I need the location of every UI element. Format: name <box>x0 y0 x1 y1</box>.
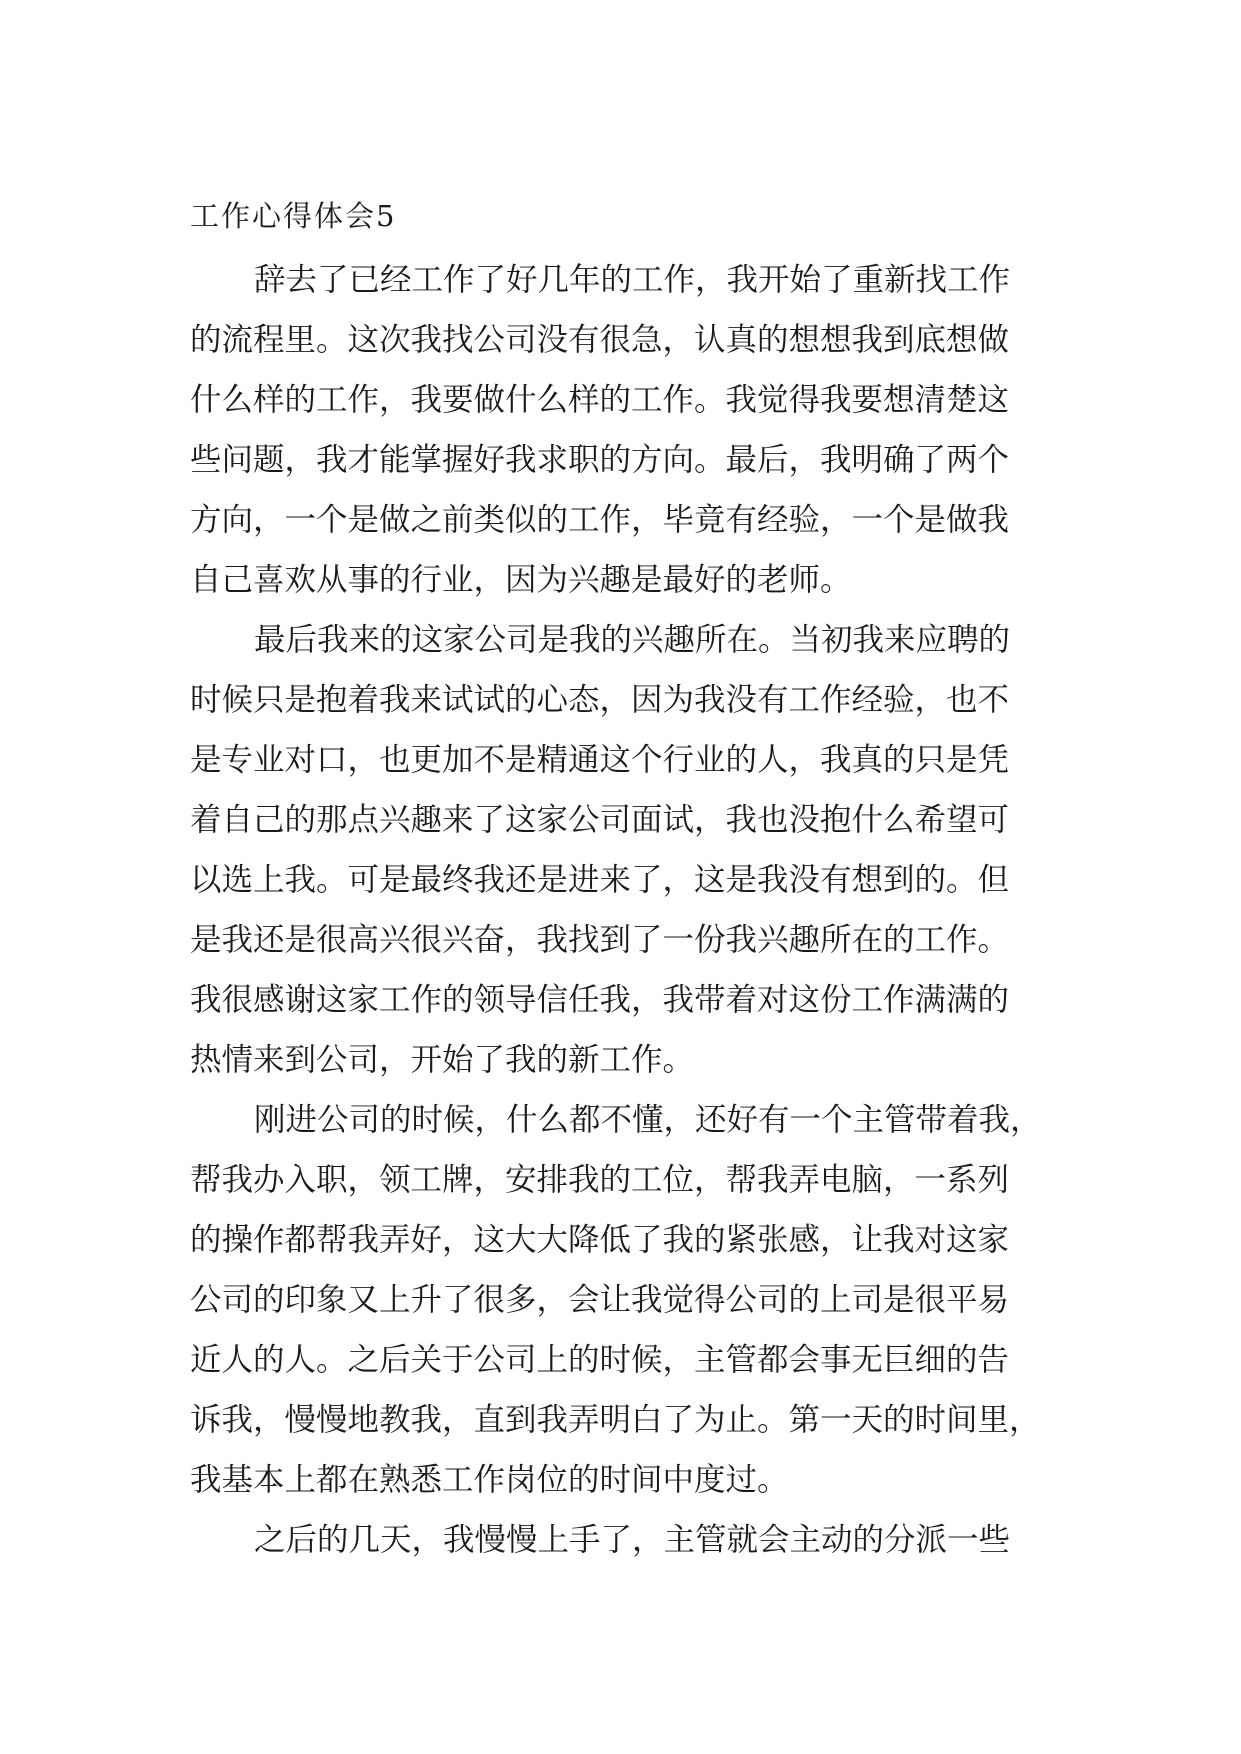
text-line: 的操作都帮我弄好，这大大降低了我的紧张感，让我对这家 <box>190 1222 1010 1258</box>
text-line: 时候只是抱着我来试试的心态，因为我没有工作经验，也不 <box>190 682 1010 718</box>
text-line: 的流程里。这次我找公司没有很急，认真的想想我到底想做 <box>190 322 1010 358</box>
text-line: 热情来到公司，开始了我的新工作。 <box>190 1042 695 1078</box>
text-line: 是专业对口，也更加不是精通这个行业的人，我真的只是凭 <box>190 742 1010 778</box>
document-title: 工作心得体会5 <box>190 199 397 233</box>
text-line: 最后我来的这家公司是我的兴趣所在。当初我来应聘的 <box>254 622 1011 658</box>
text-line: 以选上我。可是最终我还是进来了，这是我没有想到的。但 <box>190 862 1010 898</box>
text-line: 方向，一个是做之前类似的工作，毕竟有经验，一个是做我 <box>190 502 1010 538</box>
text-line: 自己喜欢从事的行业，因为兴趣是最好的老师。 <box>190 562 852 598</box>
text-line: 公司的印象又上升了很多，会让我觉得公司的上司是很平易 <box>190 1282 1010 1318</box>
text-line: 诉我，慢慢地教我，直到我弄明白了为止。第一天的时间里， <box>190 1402 1041 1438</box>
text-line: 之后的几天，我慢慢上手了，主管就会主动的分派一些 <box>254 1522 1011 1558</box>
text-line: 是我还是很高兴很兴奋，我找到了一份我兴趣所在的工作。 <box>190 922 1010 958</box>
text-line: 辞去了已经工作了好几年的工作，我开始了重新找工作 <box>254 262 1011 298</box>
text-line: 我基本上都在熟悉工作岗位的时间中度过。 <box>190 1462 789 1498</box>
text-line: 刚进公司的时候，什么都不懂，还好有一个主管带着我， <box>254 1102 1042 1138</box>
text-line: 什么样的工作，我要做什么样的工作。我觉得我要想清楚这 <box>190 382 1010 418</box>
text-line: 近人的人。之后关于公司上的时候，主管都会事无巨细的告 <box>190 1342 1010 1378</box>
text-line: 我很感谢这家工作的领导信任我，我带着对这份工作满满的 <box>190 982 1010 1018</box>
text-line: 些问题，我才能掌握好我求职的方向。最后，我明确了两个 <box>190 442 1010 478</box>
text-line: 帮我办入职，领工牌，安排我的工位，帮我弄电脑，一系列 <box>190 1162 1010 1198</box>
text-line: 着自己的那点兴趣来了这家公司面试，我也没抱什么希望可 <box>190 802 1010 838</box>
